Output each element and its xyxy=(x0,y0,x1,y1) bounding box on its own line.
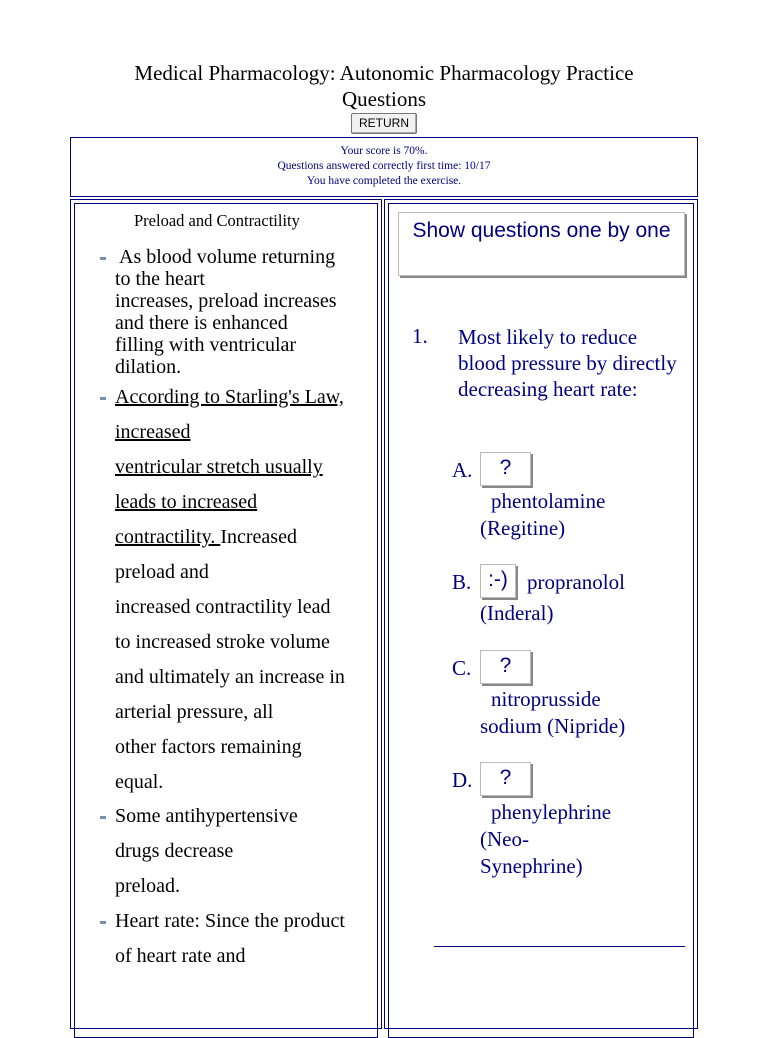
text-line: Heart rate: Since the product xyxy=(115,910,345,932)
option-b-text-line1: propranolol xyxy=(527,570,625,594)
bullet-icon xyxy=(100,816,106,819)
text-line: preload and xyxy=(115,561,209,583)
text-line: other factors remaining xyxy=(115,736,302,758)
text-line: and ultimately an increase in xyxy=(115,666,345,688)
page-title-line-2: Questions xyxy=(342,87,426,111)
return-button[interactable]: RETURN xyxy=(351,113,417,134)
text-line: According to Starling's Law, xyxy=(115,386,344,408)
option-b-text-line2: (Inderal) xyxy=(480,601,554,625)
divider xyxy=(434,946,685,947)
bullet-icon xyxy=(100,257,106,260)
text-line: of heart rate and xyxy=(115,945,246,967)
text-line: Some antihypertensive xyxy=(115,805,298,827)
text-line: equal. xyxy=(115,771,164,793)
option-b-answer-button[interactable]: :-) xyxy=(480,564,516,598)
option-line: phenylephrine xyxy=(491,800,612,824)
text-line: leads to increased xyxy=(115,491,258,513)
question-text: Most likely to reduce blood pressure by directly decreasing heart rate: xyxy=(458,325,677,401)
text-line: As blood volume returning xyxy=(119,246,336,268)
question-number: 1. xyxy=(412,324,428,348)
option-c-letter: C. xyxy=(452,656,472,680)
option-line: (Regitine) xyxy=(480,516,566,540)
show-questions-one-by-one-button[interactable]: Show questions one by one xyxy=(398,212,685,276)
option-line: Synephrine) xyxy=(480,854,583,878)
bullet-3-text xyxy=(115,799,298,904)
text-line: to increased stroke volume xyxy=(115,631,330,653)
text-line: preload. xyxy=(115,875,180,897)
text-line: filling with ventricular xyxy=(115,334,297,356)
option-c-text xyxy=(480,686,625,740)
page-title xyxy=(70,60,698,112)
correct-first-time-line: Questions answered correctly first time: 10/17 xyxy=(277,160,491,172)
option-c-answer-button[interactable]: ? xyxy=(480,650,531,684)
bullet-1-text xyxy=(115,246,337,378)
text-line: drugs decrease xyxy=(115,840,234,862)
option-a-answer-button[interactable]: ? xyxy=(480,452,531,486)
underlined-fragment: contractility. xyxy=(115,526,221,548)
text-fragment: Increased xyxy=(220,526,297,548)
text-line: increases, preload increases xyxy=(115,290,337,312)
text-line: dilation. xyxy=(115,356,182,378)
bullet-4-text xyxy=(115,904,345,974)
option-d-text xyxy=(480,799,611,880)
text-line: and there is enhanced xyxy=(115,312,288,334)
option-d-answer-button[interactable]: ? xyxy=(480,762,531,796)
option-line: sodium (Nipride) xyxy=(480,714,626,738)
option-a-text xyxy=(480,488,605,542)
text-line: ventricular stretch usually xyxy=(115,456,323,478)
score-summary xyxy=(70,137,698,197)
text-line: to the heart xyxy=(115,268,205,290)
text-line: increased xyxy=(115,421,191,443)
option-b-letter: B. xyxy=(452,570,472,594)
option-a-letter: A. xyxy=(452,458,473,482)
option-line: (Neo- xyxy=(480,827,529,851)
bullet-icon xyxy=(100,397,106,400)
page-title-line-1: Medical Pharmacology: Autonomic Pharmacology Practice xyxy=(134,61,634,85)
bullet-icon xyxy=(100,921,106,924)
score-line: Your score is 70%. xyxy=(340,145,428,157)
section-title: Preload and Contractility xyxy=(134,211,300,230)
option-d-letter: D. xyxy=(452,768,473,792)
option-line: nitroprusside xyxy=(491,687,601,711)
text-line: increased contractility lead xyxy=(115,596,331,618)
text-line xyxy=(115,520,380,555)
text-line: arterial pressure, all xyxy=(115,701,274,723)
completion-line: You have completed the exercise. xyxy=(306,175,462,187)
option-line: phentolamine xyxy=(491,489,606,513)
bullet-2-text xyxy=(115,380,380,800)
